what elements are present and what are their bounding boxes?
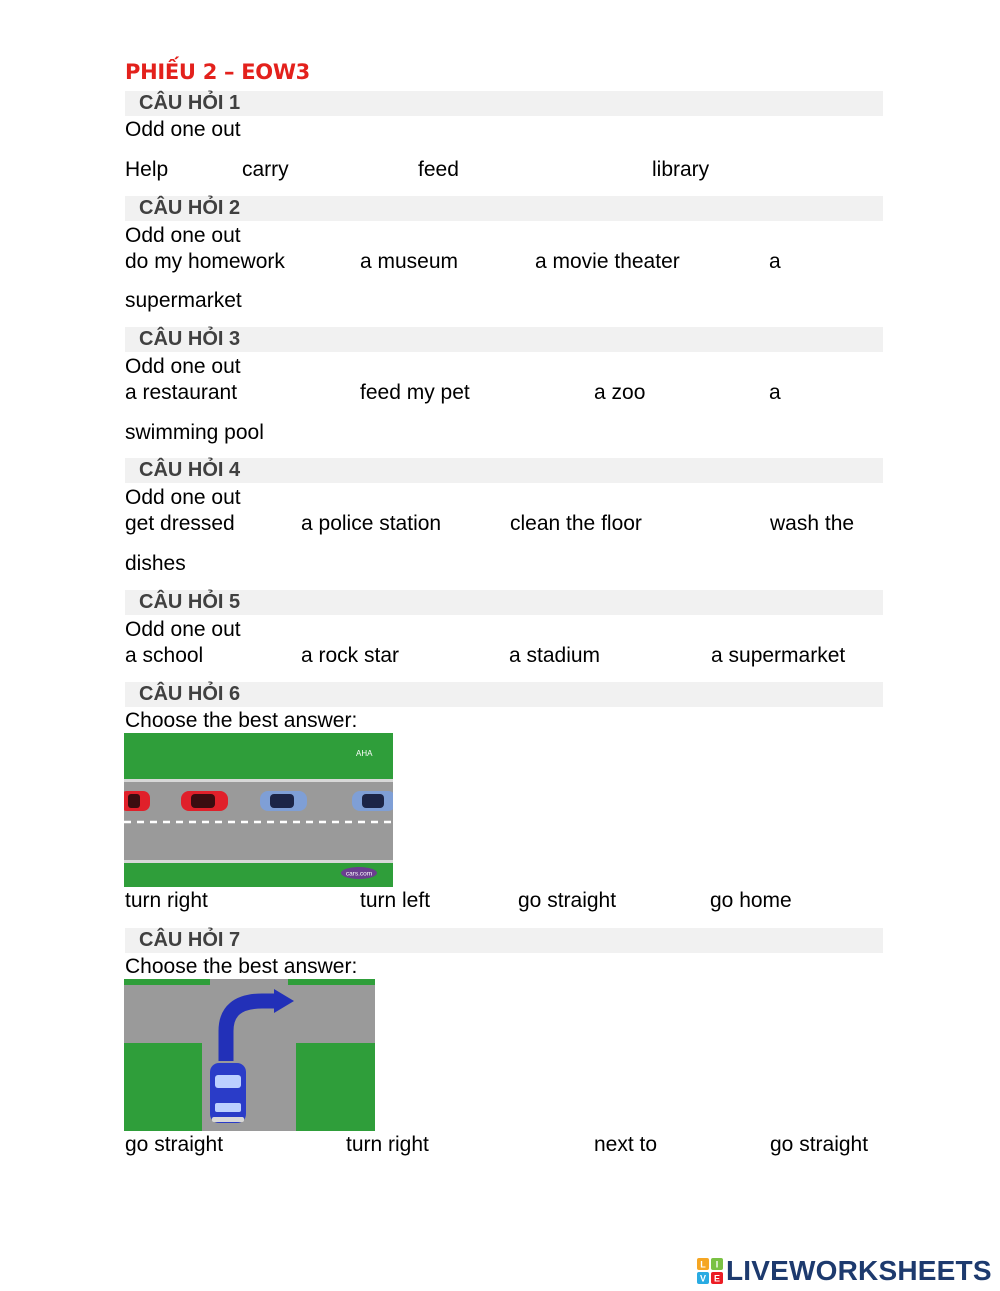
car-blue-top-view (210, 1063, 246, 1123)
car-red-2 (181, 791, 228, 811)
question-label: CÂU HỎI 6 (139, 683, 241, 705)
answer-option[interactable]: a rock star (301, 644, 400, 667)
question-header (125, 682, 883, 707)
question-header (125, 590, 883, 615)
answer-option[interactable]: turn left (360, 889, 431, 912)
answer-option[interactable]: carry (242, 158, 289, 181)
cars-badge-text: cars.com (345, 870, 373, 878)
answer-option[interactable]: a supermarket (711, 644, 846, 667)
question-label: CÂU HỎI 5 (139, 591, 241, 613)
answer-option[interactable]: library (652, 158, 710, 181)
question-instruction: Odd one out (125, 486, 241, 509)
question-header (125, 327, 883, 352)
answer-option[interactable]: do my homework (125, 250, 285, 273)
svg-text:V: V (699, 1273, 707, 1284)
answer-option[interactable]: a restaurant (125, 381, 238, 404)
question-header (125, 91, 883, 116)
question-instruction: Choose the best answer: (125, 709, 358, 732)
answer-option[interactable]: feed (418, 158, 459, 181)
answer-option[interactable]: turn right (346, 1133, 429, 1156)
answer-option[interactable]: a police station (301, 512, 442, 535)
question-instruction: Odd one out (125, 118, 241, 141)
answer-option[interactable]: go home (710, 889, 792, 912)
answer-option[interactable]: feed my pet (360, 381, 470, 404)
question-label: CÂU HỎI 7 (139, 929, 241, 951)
answer-option[interactable]: turn right (125, 889, 208, 912)
worksheet-title: PHIẾU 2 – EOW3 (125, 60, 310, 84)
question-label: CÂU HỎI 3 (139, 328, 241, 350)
logo-tiles-icon (697, 1258, 723, 1284)
question-label: CÂU HỎI 4 (139, 459, 241, 481)
question-header (125, 196, 883, 221)
road-sign-text: AHA (356, 749, 373, 758)
answer-option[interactable]: go straight (770, 1133, 869, 1156)
answer-option-continued[interactable]: swimming pool (125, 421, 264, 444)
svg-text:I: I (715, 1259, 719, 1270)
car-red-1 (124, 791, 150, 811)
answer-option[interactable]: get dressed (125, 512, 235, 535)
car-blue-1 (260, 791, 307, 811)
turn-right-image (124, 979, 375, 1131)
answer-option[interactable]: a museum (360, 250, 459, 273)
answer-option[interactable]: a (769, 250, 781, 273)
answer-option[interactable]: clean the floor (510, 512, 642, 535)
question-instruction: Odd one out (125, 224, 241, 247)
liveworksheets-logo (697, 1255, 992, 1287)
logo-text: LIVEWORKSHEETS (726, 1255, 992, 1286)
answer-option[interactable]: next to (594, 1133, 658, 1156)
svg-text:E: E (713, 1273, 721, 1284)
answer-option-continued[interactable]: dishes (125, 552, 186, 575)
question-header (125, 928, 883, 953)
question-label: CÂU HỎI 2 (139, 197, 241, 219)
answer-option-continued[interactable]: supermarket (125, 289, 242, 312)
answer-option[interactable]: a school (125, 644, 204, 667)
answer-option[interactable]: go straight (518, 889, 617, 912)
question-instruction: Odd one out (125, 355, 241, 378)
question-instruction: Odd one out (125, 618, 241, 641)
question-label: CÂU HỎI 1 (139, 92, 241, 114)
svg-text:L: L (700, 1259, 706, 1270)
answer-option[interactable]: a (769, 381, 781, 404)
question-header (125, 458, 883, 483)
answer-option[interactable]: Help (125, 158, 169, 181)
answer-option[interactable]: a stadium (509, 644, 601, 667)
answer-option[interactable]: a zoo (594, 381, 646, 404)
answer-option[interactable]: wash the (770, 512, 855, 535)
road-straight-image (124, 733, 393, 887)
question-instruction: Choose the best answer: (125, 955, 358, 978)
car-blue-2 (352, 791, 393, 811)
answer-option[interactable]: go straight (125, 1133, 224, 1156)
answer-option[interactable]: a movie theater (535, 250, 680, 273)
